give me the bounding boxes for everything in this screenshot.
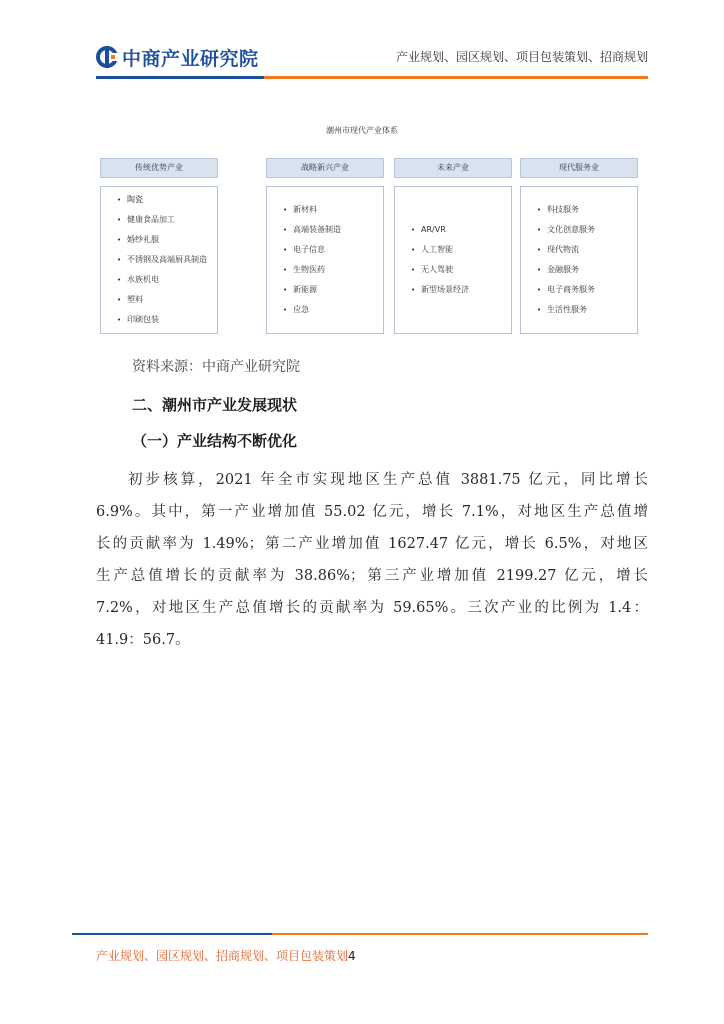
bullet: •: [117, 236, 122, 244]
bullet: •: [411, 286, 416, 294]
bullet: •: [411, 246, 416, 254]
bullet: •: [283, 206, 288, 214]
bullet: •: [537, 206, 542, 214]
list-item: • 婚纱礼服: [117, 235, 159, 244]
bullet: •: [411, 266, 416, 274]
footer-rule-orange: [272, 933, 648, 935]
section-heading: 二、潮州市产业发展现状: [132, 396, 298, 414]
bullet: •: [537, 246, 542, 254]
header-rule-orange: [264, 76, 648, 79]
list-item: • 文化创意服务: [537, 225, 595, 234]
list-item: • 水族机电: [117, 275, 159, 284]
bullet: •: [283, 266, 288, 274]
bullet: •: [411, 226, 416, 234]
figure-column-modern-services: [520, 158, 638, 314]
bullet: •: [537, 226, 542, 234]
column-header: 现代服务业: [520, 158, 638, 178]
paragraph-line: 生产总值增长的贡献率为 38.86%；第三产业增加值 2199.27 亿元，增长: [96, 568, 648, 584]
paragraph-line: 长的贡献率为 1.49%；第二产业增加值 1627.47 亿元，增长 6.5%，对地区: [96, 536, 648, 552]
bullet: •: [537, 286, 542, 294]
header-rule-blue: [96, 76, 264, 79]
bullet: •: [117, 276, 122, 284]
column-body: [520, 186, 638, 334]
footer: [96, 947, 356, 964]
list-item: • 新型场景经济: [411, 285, 469, 294]
logo-text: 中商产业研究院: [122, 47, 259, 70]
paragraph-line: 7.2%，对地区生产总值增长的贡献率为 59.65%。三次产业的比例为 1.4：: [96, 600, 648, 616]
list-item: • 塑料: [117, 295, 143, 304]
list-item: • 人工智能: [411, 245, 453, 254]
bullet: •: [117, 196, 122, 204]
column-header: 战略新兴产业: [266, 158, 384, 178]
paragraph: [96, 465, 648, 657]
header-tagline: 产业规划、园区规划、项目包装策划、招商规划: [395, 50, 648, 64]
logo: [96, 44, 259, 70]
list-item: • 应急: [283, 305, 309, 314]
figure-column-future: [394, 158, 512, 294]
list-item: • 健康食品加工: [117, 215, 175, 224]
source-note: 资料来源：中商产业研究院: [132, 359, 300, 375]
list-item: • 高端装备制造: [283, 225, 341, 234]
list-item: • 不锈钢及高端厨具制造: [117, 255, 207, 264]
bullet: •: [117, 316, 122, 324]
list-item: • 现代物流: [537, 245, 579, 254]
footer-rule-blue: [72, 933, 272, 935]
figure-column-traditional: [100, 158, 218, 324]
paragraph-line: 41.9：56.7。: [96, 632, 190, 648]
column-body: [266, 186, 384, 334]
paragraph-line: 6.9%。其中，第一产业增加值 55.02 亿元，增长 7.1%，对地区生产总值增: [96, 504, 648, 520]
bullet: •: [283, 306, 288, 314]
bullet: •: [283, 286, 288, 294]
list-item: • 科技服务: [537, 205, 579, 214]
list-item: • 陶瓷: [117, 195, 143, 204]
bullet: •: [117, 216, 122, 224]
list-item: • 金融服务: [537, 265, 579, 274]
bullet: •: [283, 226, 288, 234]
column-header: 传统优势产业: [100, 158, 218, 178]
list-item: • 生物医药: [283, 265, 325, 274]
list-item: • 电子商务服务: [537, 285, 595, 294]
list-item: • 印刷包装: [117, 315, 159, 324]
bullet: •: [117, 296, 122, 304]
bullet: •: [537, 306, 542, 314]
list-item: • 电子信息: [283, 245, 325, 254]
list-item: • 无人驾驶: [411, 265, 453, 274]
list-item: • 生活性服务: [537, 305, 587, 314]
subsection-heading: （一）产业结构不断优化: [132, 432, 298, 450]
bullet: •: [283, 246, 288, 254]
column-body: [394, 186, 512, 334]
column-header: 未来产业: [394, 158, 512, 178]
figure-title: 潮州市现代产业体系: [326, 126, 398, 135]
logo-mark-icon: [96, 46, 118, 68]
list-item: • AR/VR: [411, 225, 446, 234]
list-item: • 新能源: [283, 285, 317, 294]
bullet: •: [117, 256, 122, 264]
bullet: •: [537, 266, 542, 274]
page-number: 4: [348, 949, 356, 963]
figure-column-strategic: [266, 158, 384, 314]
column-body: [100, 186, 218, 334]
paragraph-line: 初步核算，2021 年全市实现地区生产总值 3881.75 亿元，同比增长: [128, 472, 648, 488]
list-item: • 新材料: [283, 205, 317, 214]
footer-text: 产业规划、园区规划、招商规划、项目包装策划: [96, 949, 349, 963]
